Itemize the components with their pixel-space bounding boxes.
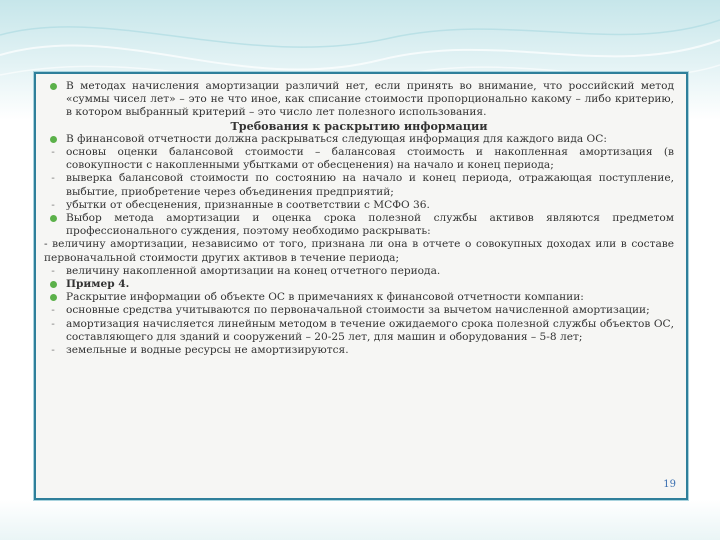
- item-text: В методах начисления амортизации различий нет, если принять во внимание, что российский метод «суммы чисел лет» – это не что иное, как списание стоимости пропорционально какому – либо критерию, в котором выбранный критерий – это число лет полезного использования.: [66, 80, 674, 119]
- dash-marker: -: [51, 198, 55, 211]
- item-text: Выбор метода амортизации и оценка срока полезной службы активов являются предметом профессионального суждения, поэтому необходимо раскрывать:: [66, 212, 674, 238]
- bullet-icon: [48, 278, 58, 292]
- list-item: [44, 291, 674, 304]
- dash-marker: -: [51, 172, 55, 185]
- content-frame: [34, 72, 688, 500]
- dash-marker: -: [51, 344, 55, 357]
- dash-marker: -: [51, 304, 55, 317]
- item-text: - величину амортизации, независимо от того, признана ли она в отчете о совокупных доходах или в составе первоначальной стоимости других активов в течение периода;: [44, 238, 674, 264]
- item-text: основные средства учитываются по первоначальной стоимости за вычетом начисленной амортизации;: [66, 304, 650, 317]
- bullet-icon: [48, 133, 58, 147]
- background-bottom-gradient: [0, 500, 720, 540]
- item-text: земельные и водные ресурсы не амортизируются.: [66, 344, 349, 357]
- bullet-icon: [48, 80, 58, 94]
- heading-text: Требования к раскрытию информации: [230, 118, 488, 133]
- slide-text: [44, 80, 674, 357]
- dash-marker: -: [51, 146, 55, 159]
- list-item: [44, 133, 674, 146]
- list-item: [44, 304, 674, 317]
- page-number: 19: [663, 479, 676, 490]
- list-item: [44, 146, 674, 172]
- item-text: величину накопленной амортизации на конец отчетного периода.: [66, 264, 441, 277]
- item-text: В финансовой отчетности должна раскрываться следующая информация для каждого вида ОС:: [66, 132, 607, 145]
- section-heading: [44, 120, 674, 133]
- dash-marker: -: [51, 317, 55, 330]
- list-item: [44, 238, 674, 264]
- item-text: убытки от обесценения, признанные в соответствии с МСФО 36.: [66, 198, 430, 211]
- list-item: [44, 80, 674, 120]
- dash-marker: -: [51, 264, 55, 277]
- item-text: выверка балансовой стоимости по состоянию на начало и конец периода, отражающая поступление, выбытие, приобретение через объединения предприятий;: [66, 172, 674, 198]
- item-text: Раскрытие информации об объекте ОС в примечаниях к финансовой отчетности компании:: [66, 291, 584, 304]
- list-item: [44, 265, 674, 278]
- example-label: Пример 4.: [66, 278, 130, 291]
- item-text: амортизация начисляется линейным методом в течение ожидаемого срока полезной службы объектов ОС, составляющего для зданий и сооружений – 20-25 лет, для машин и оборудования – 5-8 лет;: [66, 317, 674, 343]
- bullet-icon: [48, 212, 58, 226]
- bullet-icon: [48, 291, 58, 305]
- list-item: [44, 318, 674, 344]
- list-item: [44, 212, 674, 238]
- item-text: основы оценки балансовой стоимости – балансовая стоимость и накопленная амортизация (в совокупности с накопленными убытками от обесценения) на начало и конец периода;: [66, 146, 674, 172]
- list-item: [44, 172, 674, 198]
- list-item: [44, 278, 674, 291]
- list-item: [44, 344, 674, 357]
- list-item: [44, 199, 674, 212]
